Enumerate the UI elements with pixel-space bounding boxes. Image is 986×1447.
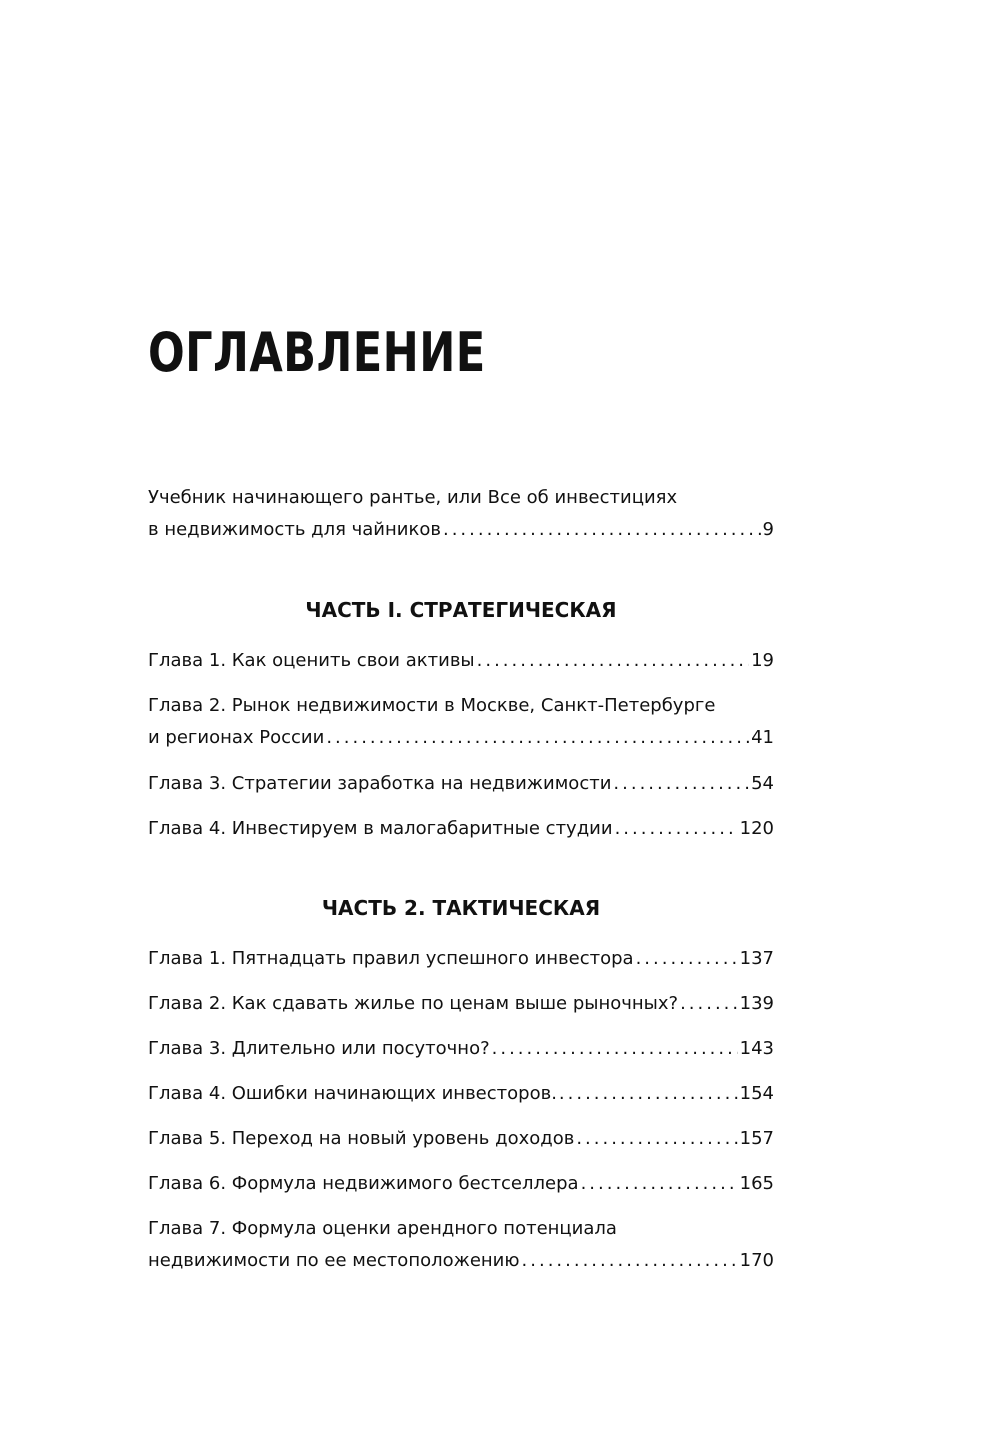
toc-entry-text: Глава 2. Рынок недвижимости в Москве, Санкт-Петербурге [148, 695, 716, 716]
page-number: 137 [739, 948, 774, 969]
toc-entry-text: недвижимости по ее местоположению [148, 1250, 520, 1271]
dot-leader [680, 988, 738, 1020]
toc-entry-text: Учебник начинающего рантье, или Все об инвестициях [148, 487, 678, 508]
toc-entry-text: Глава 3. Стратегии заработка на недвижимости [148, 773, 612, 794]
dot-leader [636, 943, 738, 975]
toc-entry-part2-ch5[interactable] [148, 1123, 774, 1155]
toc-entry-text: Глава 1. Как оценить свои активы [148, 650, 475, 671]
dot-leader [615, 813, 738, 845]
toc-entry-text: Глава 4. Инвестируем в малогабаритные студии [148, 818, 613, 839]
page-number: 170 [739, 1250, 774, 1271]
page-number: 143 [739, 1038, 774, 1059]
page-number: 19 [751, 650, 774, 671]
toc-entry-text: в недвижимость для чайников [148, 519, 441, 540]
toc-entry-text: Глава 7. Формула оценки арендного потенциала [148, 1218, 617, 1239]
dot-leader [613, 768, 749, 800]
dot-leader [492, 1033, 738, 1065]
toc-entry-line [148, 1123, 774, 1155]
dot-leader [559, 1078, 738, 1110]
toc-entry-line [148, 768, 774, 800]
toc-entry-part2-ch6[interactable] [148, 1168, 774, 1200]
toc-entry-line [148, 1213, 774, 1245]
toc-entry-line [148, 722, 774, 754]
toc-entry-part1-ch2[interactable] [148, 690, 774, 754]
toc-entry-part2-ch1[interactable] [148, 943, 774, 975]
page-number: 154 [739, 1083, 774, 1104]
dot-leader [581, 1168, 738, 1200]
page-number: 165 [739, 1173, 774, 1194]
toc-entry-line [148, 988, 774, 1020]
page-number: 41 [751, 727, 774, 748]
toc-entry-intro[interactable] [148, 482, 774, 546]
dot-leader [326, 722, 749, 754]
toc-entry-part1-ch4[interactable] [148, 813, 774, 845]
page-number: 54 [751, 773, 774, 794]
toc-entry-text: Глава 6. Формула недвижимого бестселлера [148, 1173, 579, 1194]
page-number: 9 [762, 519, 774, 540]
toc-entry-line [148, 1078, 774, 1110]
part-2-title: ЧАСТЬ 2. ТАКТИЧЕСКАЯ [321, 896, 601, 920]
toc-entry-line [148, 1245, 774, 1277]
toc-entry-line [148, 943, 774, 975]
toc-entry-line [148, 1033, 774, 1065]
toc-entry-part2-ch3[interactable] [148, 1033, 774, 1065]
toc-entry-line [148, 482, 774, 514]
page-number: 120 [739, 818, 774, 839]
dot-leader [576, 1123, 737, 1155]
page-title: ОГЛАВЛЕНИЕ [148, 321, 486, 384]
page-number: 157 [739, 1128, 774, 1149]
toc-entry-line [148, 645, 774, 677]
toc-entry-line [148, 690, 774, 722]
dot-leader [522, 1245, 738, 1277]
toc-entry-part2-ch2[interactable] [148, 988, 774, 1020]
toc-entry-part2-ch7[interactable] [148, 1213, 774, 1277]
part-1-title: ЧАСТЬ I. СТРАТЕГИЧЕСКАЯ [305, 598, 617, 622]
toc-entry-text: Глава 4. Ошибки начинающих инвесторов. [148, 1083, 557, 1104]
toc-entry-text: и регионах России [148, 727, 325, 748]
toc-entry-text: Глава 2. Как сдавать жилье по ценам выше рыночных? [148, 993, 679, 1014]
toc-entry-text: Глава 3. Длительно или посуточно? [148, 1038, 490, 1059]
toc-entry-line [148, 813, 774, 845]
toc-entry-line [148, 514, 774, 546]
toc-entry-part2-ch4[interactable] [148, 1078, 774, 1110]
toc-entry-text: Глава 5. Переход на новый уровень доходов [148, 1128, 575, 1149]
dot-leader [477, 645, 749, 677]
toc-entry-text: Глава 1. Пятнадцать правил успешного инвестора [148, 948, 634, 969]
dot-leader [443, 514, 761, 546]
page-number: 139 [739, 993, 774, 1014]
toc-entry-part1-ch1[interactable] [148, 645, 774, 677]
toc-entry-line [148, 1168, 774, 1200]
toc-entry-part1-ch3[interactable] [148, 768, 774, 800]
